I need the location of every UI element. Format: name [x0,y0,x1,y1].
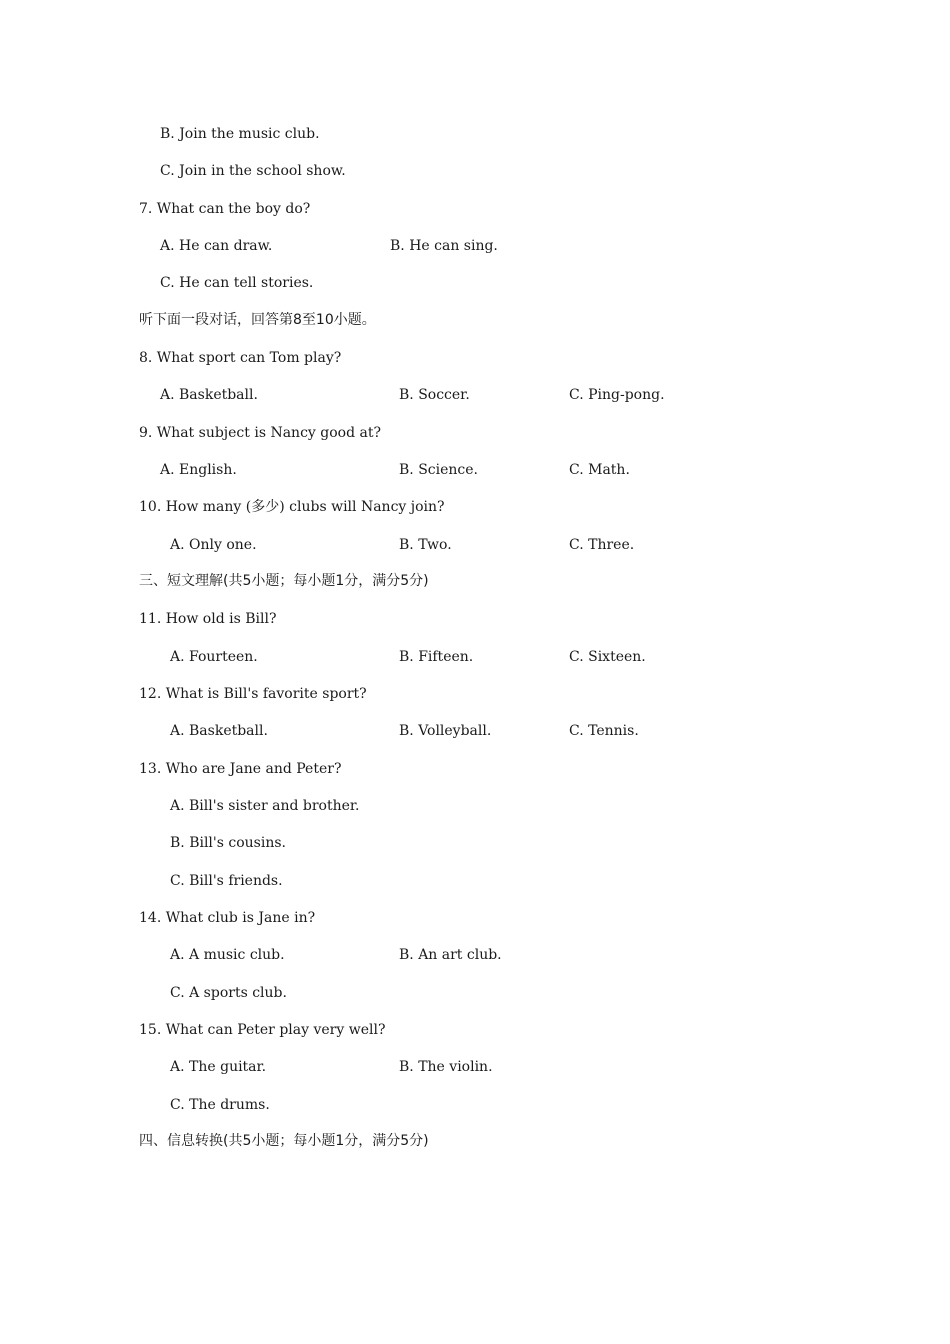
q15-option-b: B. The violin. [399,1059,493,1075]
q13-option-b: B. Bill's cousins. [170,835,286,851]
q7-option-b: B. He can sing. [390,238,498,254]
q6-option-b: B. Join the music club. [160,126,320,142]
q12-option-c: C. Tennis. [569,723,639,739]
q15-stem: 15. What can Peter play very well? [139,1022,386,1038]
q7-stem: 7. What can the boy do? [139,201,311,217]
q15-option-c: C. The drums. [170,1097,270,1113]
q12-option-b: B. Volleyball. [399,723,492,739]
q8-option-a: A. Basketball. [160,387,258,403]
dialog-instruction: 听下面一段对话，回答第8至10小题。 [139,312,376,328]
q14-option-b: B. An art club. [399,947,502,963]
q11-option-a: A. Fourteen. [170,649,258,665]
q10-stem: 10. How many (多少) clubs will Nancy join? [139,499,445,515]
q14-option-a: A. A music club. [170,947,285,963]
q15-option-a: A. The guitar. [170,1059,267,1075]
section3-heading: 三、短文理解(共5小题；每小题1分，满分5分) [139,573,429,589]
q13-stem: 13. Who are Jane and Peter? [139,761,342,777]
q10-option-c: C. Three. [569,537,635,553]
section4-heading: 四、信息转换(共5小题；每小题1分，满分5分) [139,1133,429,1149]
q11-option-c: C. Sixteen. [569,649,646,665]
q9-stem: 9. What subject is Nancy good at? [139,425,381,441]
q13-option-a: A. Bill's sister and brother. [170,798,360,814]
q8-stem: 8. What sport can Tom play? [139,350,342,366]
q8-option-b: B. Soccer. [399,387,470,403]
q13-option-c: C. Bill's friends. [170,873,283,889]
q9-option-b: B. Science. [399,462,478,478]
q11-stem: 11. How old is Bill? [139,611,277,627]
q6-option-c: C. Join in the school show. [160,163,346,179]
q14-option-c: C. A sports club. [170,985,287,1001]
q7-option-c: C. He can tell stories. [160,275,314,291]
q12-option-a: A. Basketball. [170,723,268,739]
q7-option-a: A. He can draw. [160,238,273,254]
q9-option-c: C. Math. [569,462,630,478]
q8-option-c: C. Ping-pong. [569,387,665,403]
q10-option-b: B. Two. [399,537,452,553]
q12-stem: 12. What is Bill's favorite sport? [139,686,367,702]
q11-option-b: B. Fifteen. [399,649,474,665]
q10-option-a: A. Only one. [170,537,257,553]
q9-option-a: A. English. [160,462,237,478]
q14-stem: 14. What club is Jane in? [139,910,316,926]
